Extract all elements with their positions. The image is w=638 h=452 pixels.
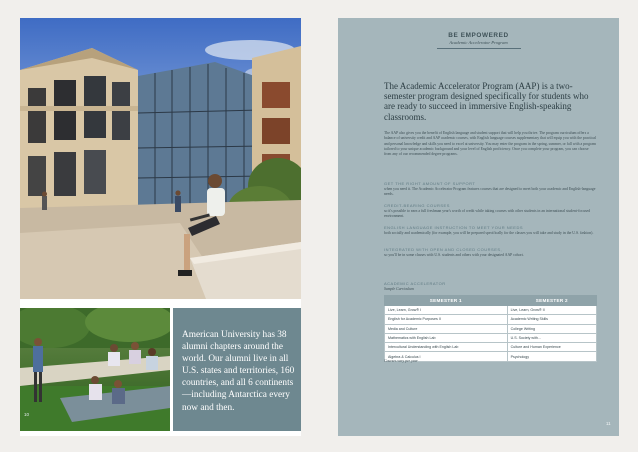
table-cell: Live, Learn, Grow® II xyxy=(507,306,596,315)
table-row xyxy=(385,324,597,333)
table-cell: Live, Learn, Grow® I xyxy=(385,306,508,315)
section-text: so you'll be in some classes with U.S. students and others with your designated AAP cohort. xyxy=(384,253,524,257)
table-cell: Algebra & Calculus I xyxy=(385,352,508,361)
campus-photo-art xyxy=(20,18,301,299)
alumni-fact-text: American University has 38 alumni chapters around the world. Our alumni live in all U.S. states and territories, 160 countries, and all 6 continents—including Antarctica every now and then. xyxy=(182,330,295,413)
table-cell: Psychology xyxy=(507,352,596,361)
section-heading: GET THE RIGHT AMOUNT OF SUPPORT xyxy=(384,181,476,186)
table-cell: U.S. Society with... xyxy=(507,333,596,342)
table-row xyxy=(385,306,597,315)
table-cell: College Writing xyxy=(507,324,596,333)
table-cell: Media and Culture xyxy=(385,324,508,333)
section-text: so it's possible to earn a full freshman year's worth of credit while taking courses with other students in an international student-focused environment. xyxy=(384,209,591,219)
table-cell: Mathematics with English Lab xyxy=(385,333,508,342)
section-text: both socially and academically (for example, you will be prepared specifically for the classes you will take and study in the U.S. fashion). xyxy=(384,231,594,235)
table-row xyxy=(385,315,597,324)
table-subcaption: Sample Curriculum xyxy=(384,287,414,291)
intro-paragraph: The AAP also gives you the benefit of English language and student support that will help you thrive. The program curriculum offers a balance of university credit and AAP academic courses, with English language courses supplementary that will equip you with the practical and personal knowledge and skills you need to excel at university. You may enter the program in the spring, summer, or fall with a program tailored to your unique academic background and your level of English proficiency. Once you complete your program, you can choose from any of our recommended degree programs. xyxy=(384,131,597,157)
table-cell: Culture and Human Experience xyxy=(507,343,596,352)
alumni-fact-box xyxy=(173,308,301,431)
campus-photo xyxy=(20,18,301,299)
outdoor-class-photo-art xyxy=(20,308,170,431)
column-header: SEMESTER 1 xyxy=(385,296,508,306)
table-row xyxy=(385,343,597,352)
column-header: SEMESTER 2 xyxy=(507,296,596,306)
header-rule xyxy=(437,48,521,49)
section-text: when you need it. The Academic Accelerator Program features courses that are designed to meet both your academic and English-language needs. xyxy=(384,187,596,197)
right-page xyxy=(338,18,619,436)
header-title: BE EMPOWERED xyxy=(448,32,509,39)
table-header-row xyxy=(385,296,597,306)
right-page-number: 11 xyxy=(606,421,611,426)
table-row xyxy=(385,333,597,342)
curriculum-table xyxy=(384,295,597,362)
section-heading: CREDIT-BEARING COURSES xyxy=(384,203,450,208)
table-cell: Intercultural Understanding with English Lab xyxy=(385,343,508,352)
outdoor-class-photo xyxy=(20,308,170,431)
left-page-number: 10 xyxy=(24,412,30,417)
section-heading: INTEGRATED WITH OPEN AND CLOSED COURSES, xyxy=(384,247,503,252)
table-note: Courses vary per year xyxy=(384,359,418,363)
page-header xyxy=(338,32,619,49)
table-cell: Academic Writing Skills xyxy=(507,315,596,324)
section-heading: ENGLISH LANGUAGE INSTRUCTION TO MEET YOUR NEEDS xyxy=(384,225,524,230)
lede-paragraph: The Academic Accelerator Program (AAP) is a two-semester program designed specifically for students who are ready to succeed in immersive English-speaking classrooms. xyxy=(384,81,589,122)
table-caption: ACADEMIC ACCELERATOR xyxy=(384,281,446,286)
header-subtitle: Academic Accelerator Program xyxy=(449,40,508,45)
table-cell: English for Academic Purposes II xyxy=(385,315,508,324)
